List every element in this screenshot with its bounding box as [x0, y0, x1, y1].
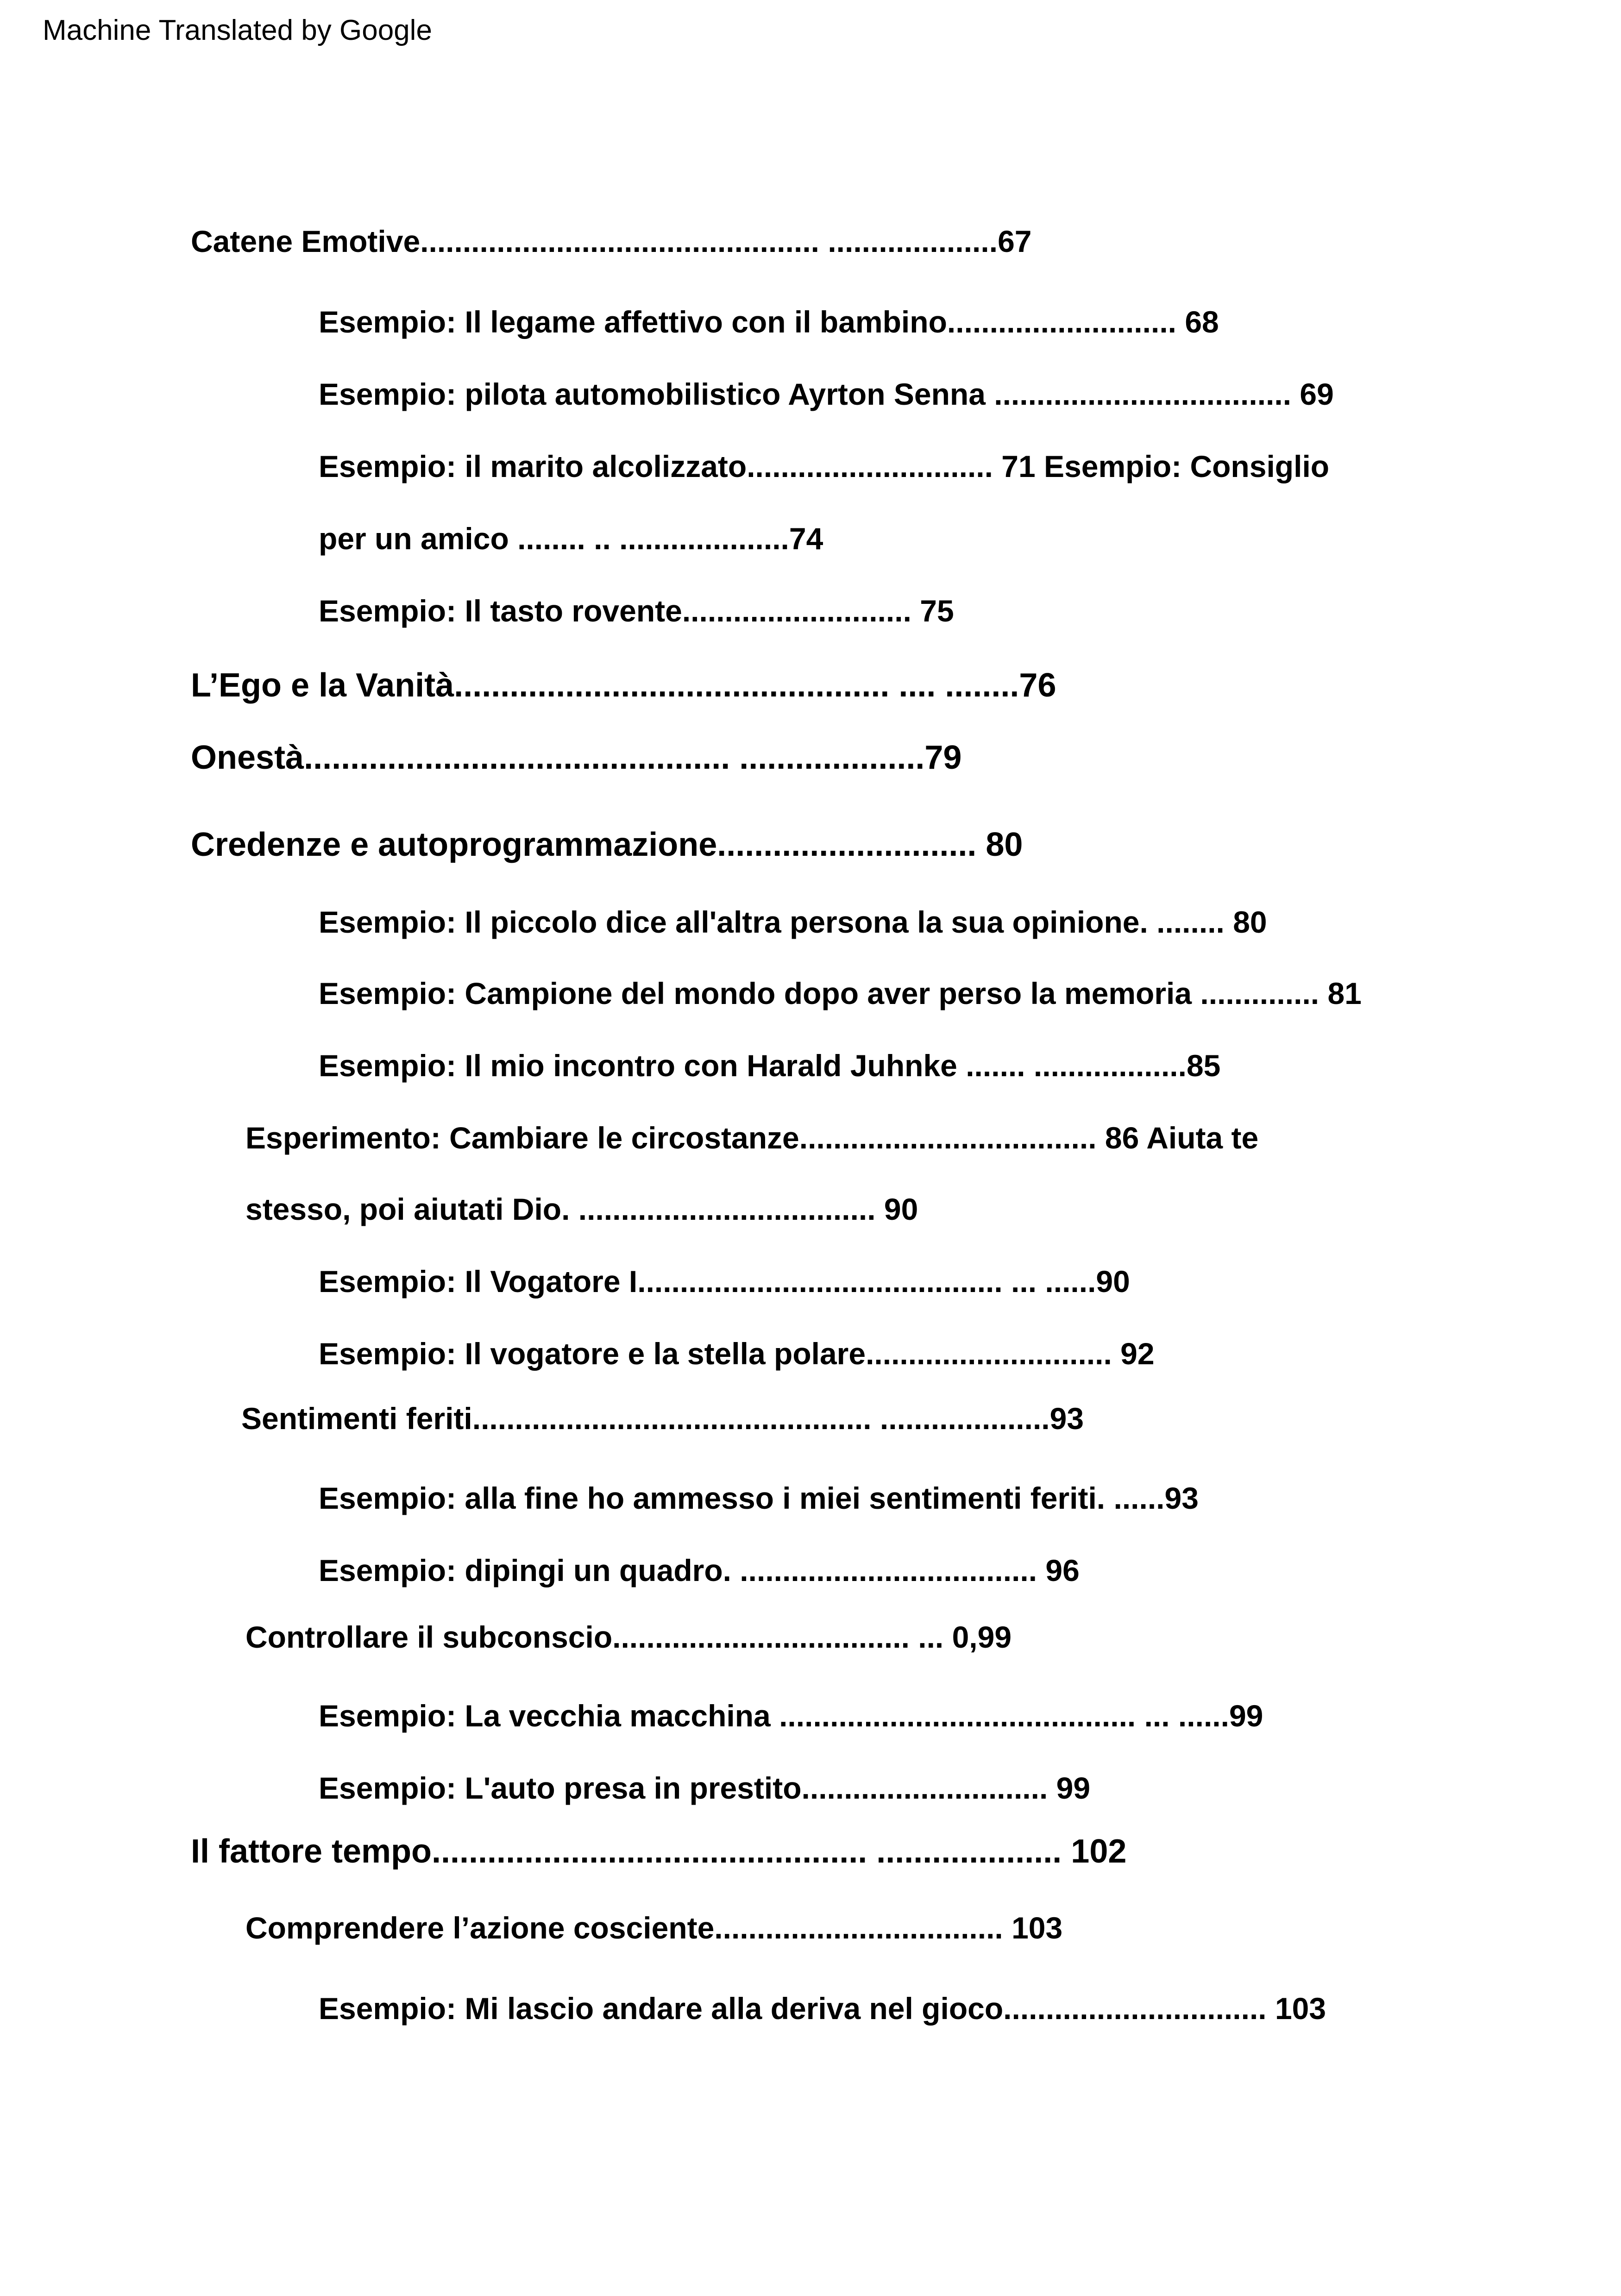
toc-entry-catene-emotive[interactable]: Catene Emotive............................................... ....................67: [191, 224, 1032, 258]
toc-entry-auto-prestito[interactable]: Esempio: L'auto presa in prestito............................. 99: [319, 1771, 1091, 1805]
toc-entry-dipingi-quadro[interactable]: Esempio: dipingi un quadro. ................................... 96: [319, 1553, 1080, 1587]
machine-translation-banner: Machine Translated by Google: [43, 14, 432, 46]
toc-entry-marito-alcolizzato[interactable]: Esempio: il marito alcolizzato............................. 71 Esempio: Consiglio: [319, 449, 1330, 483]
toc-entry-campione-mondo[interactable]: Esempio: Campione del mondo dopo aver perso la memoria .............. 81: [319, 976, 1362, 1010]
toc-entry-ayrton-senna[interactable]: Esempio: pilota automobilistico Ayrton Senna ................................... 69: [319, 377, 1334, 411]
toc-entry-sentimenti-feriti[interactable]: Sentimenti feriti............................................... ....................93: [241, 1401, 1084, 1436]
toc-entry-cambiare-circostanze[interactable]: Esperimento: Cambiare le circostanze................................... 86 Aiuta te: [245, 1121, 1259, 1155]
toc-entry-credenze[interactable]: Credenze e autoprogrammazione............................ 80: [191, 826, 1023, 863]
toc-entry-ammesso-sentimenti[interactable]: Esempio: alla fine ho ammesso i miei sentimenti feriti. ......93: [319, 1481, 1199, 1515]
toc-entry-piccolo-opinione[interactable]: Esempio: Il piccolo dice all'altra persona la sua opinione. ........ 80: [319, 905, 1267, 939]
toc-entry-ego-vanita[interactable]: L’Ego e la Vanità............................................... .... ........76: [191, 667, 1056, 704]
toc-entry-stella-polare[interactable]: Esempio: Il vogatore e la stella polare............................. 92: [319, 1336, 1155, 1371]
toc-entry-azione-cosciente[interactable]: Comprendere l’azione cosciente.................................. 103: [245, 1911, 1063, 1945]
toc-entry-tasto-rovente[interactable]: Esempio: Il tasto rovente........................... 75: [319, 594, 954, 628]
toc-entry-fattore-tempo[interactable]: Il fattore tempo............................................... .................... 102: [191, 1833, 1127, 1870]
toc-entry-vecchia-macchina[interactable]: Esempio: La vecchia macchina .......................................... ... ......99: [319, 1699, 1263, 1733]
toc-entry-consiglio-amico[interactable]: per un amico ........ .. ....................74: [319, 521, 823, 556]
toc-entry-harald-juhnke[interactable]: Esempio: Il mio incontro con Harald Juhnke ....... ..................85: [319, 1048, 1221, 1083]
toc-entry-legame-affettivo[interactable]: Esempio: Il legame affettivo con il bambino........................... 68: [319, 305, 1219, 339]
toc-entry-controllare-subconscio[interactable]: Controllare il subconscio................................... ... 0,99: [245, 1620, 1012, 1654]
toc-entry-vogatore-i[interactable]: Esempio: Il Vogatore I........................................... ... ......90: [319, 1264, 1130, 1299]
toc-entry-aiuta-te-stesso[interactable]: stesso, poi aiutati Dio. ................................... 90: [245, 1192, 918, 1226]
toc-entry-onesta[interactable]: Onestà.............................................. ....................79: [191, 739, 962, 776]
toc-entry-deriva-gioco[interactable]: Esempio: Mi lascio andare alla deriva nel gioco............................... 103: [319, 1991, 1326, 2026]
